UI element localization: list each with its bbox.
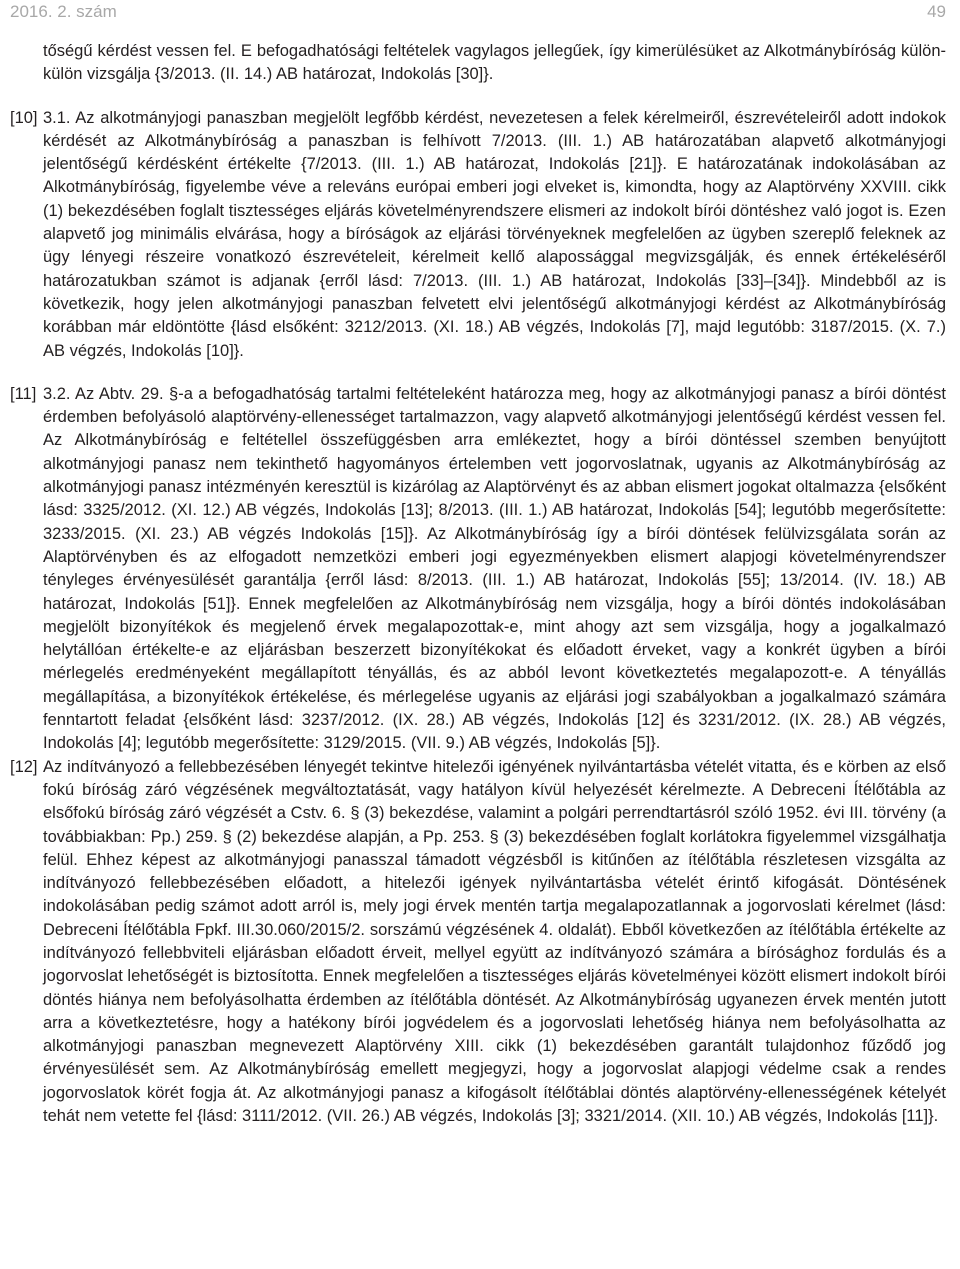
- paragraph-text: 3.2. Az Abtv. 29. §-a a befogadhatóság tartalmi feltételeként határozza meg, hogy az alkotmányjogi panasz a bírói döntést érdemben befolyásoló alaptörvény-ellenességet tartalmazzon, vagy alapvető alkotmányjogi jelentőségű kérdést vessen fel. Az Alkotmánybíróság e feltétellel összefüggésben arra emlékeztet, hogy a bírói döntéssel szemben benyújtott alkotmányjogi panasz nem tekinthető hagyományos értelemben vett jogorvoslatnak, ugyanis az Alkotmánybíróság az alkotmányjogi panasz intézményén keresztül is kizárólag az Alaptörvényt és az abban elismert jogokat oltalmazza {elsőként lásd: 3325/2012. (XI. 12.) AB végzés, Indokolás [13]; 8/2013. (III. 1.) AB határozat, Indokolás [54]; legutóbb megerősítette: 3233/2015. (XI. 23.) AB végzés Indokolás [15]}. Az Alkotmánybíróság így a bírói döntések felülvizsgálata során az Alaptörvényben és az elfogadott nemzetközi emberi jogi egyezményekben elismert alapjogi követelményrendszer tényleges érvényesülését garantálja {erről lásd: 8/2013. (III. 1.) AB határozat, Indokolás [55]; 13/2014. (IV. 18.) AB határozat, Indokolás [51]}. Ennek megfelelően az Alkotmánybíróság nem vizsgálja, hogy a bírói döntés indokolásában megjelölt bizonyítékok és megjelenő érvek megalapozottak-e, mint ahogy azt sem vizsgálja, hogy a jogalkalmazó helytállóan értékelte-e az eljárásban beszerzett bizonyítékokat és előadott érveket, vagy a konkrét ügyben a bírói mérlegelés eredményeként megállapított tényállás, és az abból levont következtetés megalapozott-e. A tényállás megállapítása, a bizonyítékok értékelése, és mérlegelése ugyanis az eljárási jogi szabályokban a jogalkalmazó számára fenntartott feladat {elsőként lásd: 3237/2012. (IX. 28.) AB végzés, Indokolás [12] és 3231/2012. (IX. 28.) AB végzés, Indokolás [4]; legutóbb megerősítette: 3129/2015. (VII. 9.) AB végzés, Indokolás [5]}.: [43, 384, 946, 753]
- paragraph-11: [10, 383, 946, 756]
- paragraph-text: tőségű kérdést vessen fel. E befogadhatósági feltételek vagylagos jellegűek, így kimerülésüket az Alkotmánybíróság külön-külön vizsgálja {3/2013. (II. 14.) AB határozat, Indokolás [30]}.: [43, 42, 946, 84]
- paragraph-number: [12]: [10, 757, 38, 776]
- paragraph-text: Az indítványozó a fellebbezésében lényegét tekintve hitelezői igényének nyilvántartásba vételét vitatta, és e körben az első fokú bíróság záró végzésének megváltoztatását, vagy hatályon kívül helyezését kérelmezte. A Debreceni Ítélőtábla az elsőfokú bíróság záró végzését a Cstv. 6. § (3) bekezdése, valamint a polgári perrendtartásról szóló 1952. évi III. törvény (a továbbiakban: Pp.) 259. § (2) bekezdése alapján, a Pp. 253. § (3) bekezdésében foglalt korlátokra figyelemmel vizsgálhatja felül. Ehhez képest az alkotmányjogi panasszal támadott végzésből is kitűnően az ítélőtábla részletesen vizsgálta az indítványozó fellebbezésében előadott, a hitelezői igények nyilvántartásba vételét érintő kifogását. Döntésének indokolásában pedig számot adott arról is, mely jogi érvek mentén tartja megalapozatlannak a jogorvoslati kérelmet (lásd: Debreceni Ítélőtábla Fpkf. III.30.060/2015/2. sorszámú végzésének 4. oldalát). Ebből következően az ítélőtábla értékelte az indítványozó fellebbviteli eljárásban előadott érveit, mellyel együtt az indítványozó számára a bírósághoz fordulás és a jogorvoslat lehetőségét is biztosította. Ennek megfelelően a tisztességes eljárás követelményei között elismert indokolt bírói döntés hiánya nem befolyásolhatta érdemben az ítélőtábla döntését. Az Alkotmánybíróság ugyanezen érvek mentén jutott arra a következtetésre, hogy a hatékony bírói jogvédelem és a jogorvoslati lehetőség hiánya nem befolyásolhatta az alkotmányjogi panaszban megnevezett Alaptörvény XIII. cikk (1) bekezdésében garantált tulajdonhoz fűződő jog érvényesülését sem. Az Alkotmánybíróság emellett megjegyzi, hogy a jogorvoslat alapjogi védelme csak a rendes jogorvoslatok körét fogja át. Az alkotmányjogi panasz a kifogásolt ítélőtáblai döntés alaptörvény-ellenességének kételyét tehát nem vetette fel {lásd: 3111/2012. (VII. 26.) AB végzés, Indokolás [3]; 3321/2014. (XII. 10.) AB végzés, Indokolás [11]}.: [43, 757, 946, 1126]
- paragraph-number: [11]: [10, 384, 37, 403]
- paragraph-number: [10]: [10, 108, 38, 127]
- page-number: 49: [927, 2, 946, 21]
- paragraph-text: 3.1. Az alkotmányjogi panaszban megjelölt legfőbb kérdést, nevezetesen a felek kérelmeiről, észrevételeiről adott indokok kérdését az Alkotmánybíróság a panaszban is felhívott 7/2013. (III. 1.) AB határozatában alapvető alkotmányjogi jelentőségű kérdésként értékelte {7/2013. (III. 1.) AB határozat, Indokolás [21]}. E határozatának indokolásában az Alkotmánybíróság, figyelembe véve a releváns európai emberi jogi elveket is, kimondta, hogy az Alaptörvény XXVIII. cikk (1) bekezdésében foglalt tisztességes eljárás követelményrendszere elismeri az indokolt bírói döntéshez való jogot is. Ezen alapvető jog minimális elvárása, hogy a bíróságok az eljárási törvényeknek megfelelően az ügyben szereplő feleknek az ügy lényegi részeire vonatkozó észrevételeit, kérelmeit kellő alapossággal megvizsgálják, és ennek értékeléséről határozatukban számot is adjanak {erről lásd: 7/2013. (III. 1.) AB határozat, Indokolás [33]–[34]}. Mindebből az is következik, hogy jelen alkotmányjogi panaszban felvetett elvi jelentőségű alkotmányjogi kérdést az Alkotmánybíróság korábban már eldöntötte {lásd elsőként: 3212/2013. (XI. 18.) AB végzés, Indokolás [7], majd legutóbb: 3187/2015. (X. 7.) AB végzés, Indokolás [10]}.: [43, 108, 946, 360]
- page-header: [10, 0, 946, 26]
- issue-label: 2016. 2. szám: [10, 2, 117, 21]
- body-text: [10, 40, 946, 1128]
- paragraph-continuation: [43, 40, 946, 87]
- paragraph-10: [10, 107, 946, 363]
- paragraph-12: [10, 756, 946, 1129]
